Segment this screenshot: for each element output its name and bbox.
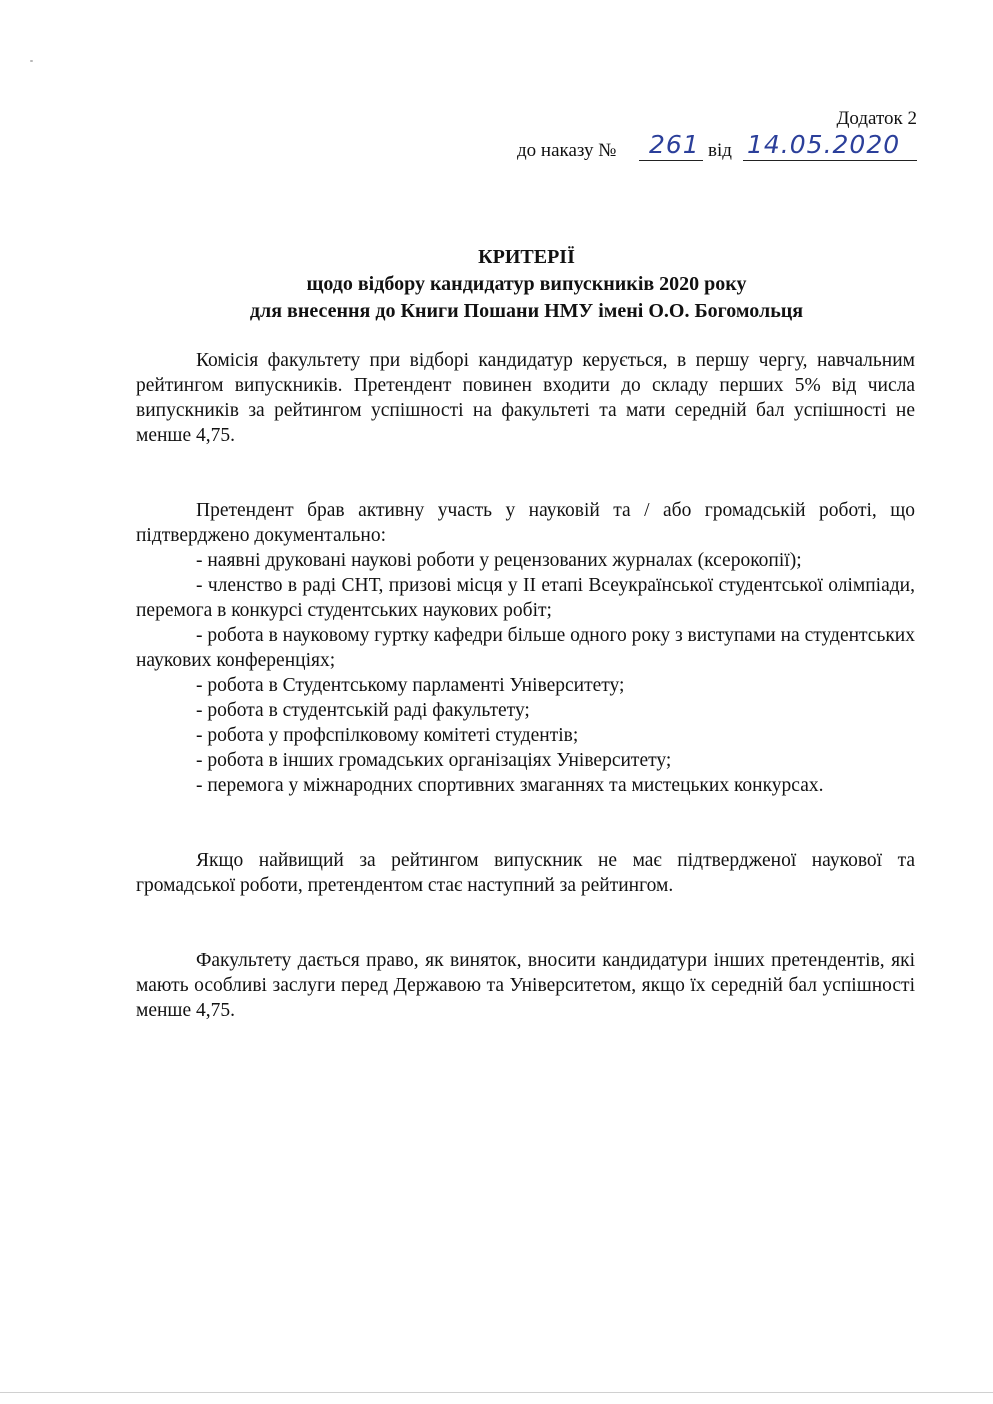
order-date-handwritten: 14.05.2020: [747, 130, 901, 159]
scan-edge: [0, 1392, 993, 1393]
order-number-handwritten: 261: [649, 130, 700, 159]
order-number-underline: [639, 160, 703, 161]
order-prefix: до наказу №: [517, 140, 617, 161]
order-from-label: від: [708, 140, 732, 161]
list-item: - членство в раді СНТ, призові місця у ІІ етапі Всеукраїнської студентської олімпіади, перемога в конкурсі студентських наукових робіт;: [136, 575, 915, 621]
scan-speck: [30, 60, 33, 62]
list-item: - робота в інших громадських організаціях Університету;: [196, 750, 672, 771]
title-line-2: щодо відбору кандидатур випускників 2020 року: [306, 273, 747, 295]
paragraph-spacer: [136, 798, 915, 823]
document-title: [60, 244, 993, 325]
list-item: - перемога у міжнародних спортивних змаганнях та мистецьких конкурсах.: [196, 775, 824, 796]
paragraph-activity: Претендент брав активну участь у науковій та / або громадській роботі, що підтверджено документально:: [136, 500, 915, 546]
paragraph-spacer: [136, 898, 915, 923]
paragraph-exception: Факультету дається право, як виняток, вносити кандидатури інших претендентів, які мають особливі заслуги перед Державою та Університетом, якщо їх середній бал успішності менше 4,75.: [136, 950, 915, 1021]
list-item: - наявні друковані наукові роботи у рецензованих журналах (ксерокопії);: [196, 550, 802, 571]
order-reference: [517, 130, 917, 164]
paragraph-fallback: Якщо найвищий за рейтингом випускник не має підтвердженої наукової та громадської роботи, претендентом стає наступний за рейтингом.: [136, 850, 915, 896]
title-line-1: КРИТЕРІЇ: [478, 246, 575, 268]
paragraph-ranking: Комісія факультету при відборі кандидатур керується, в першу чергу, навчальним рейтингом випускників. Претендент повинен входити до складу перших 5% від числа випускників за рейтингом успішності на факультеті та мати середній бал успішності не менше 4,75.: [136, 350, 915, 446]
appendix-label: Додаток 2: [836, 108, 917, 129]
paragraph-spacer: [136, 473, 915, 498]
document-body: [136, 348, 915, 1023]
paragraph-spacer: [136, 923, 915, 948]
paragraph-spacer: [136, 823, 915, 848]
paragraph-spacer: [136, 448, 915, 473]
list-item: - робота в студентській раді факультету;: [196, 700, 530, 721]
title-line-3: для внесення до Книги Пошани НМУ імені О.О. Богомольця: [249, 300, 804, 322]
order-date-underline: [743, 160, 917, 161]
list-item: - робота в науковому гуртку кафедри більше одного року з виступами на студентських наукових конференціях;: [136, 625, 915, 671]
list-item: - робота в Студентському парламенті Університету;: [196, 675, 625, 696]
list-item: - робота у профспілковому комітеті студентів;: [196, 725, 579, 746]
